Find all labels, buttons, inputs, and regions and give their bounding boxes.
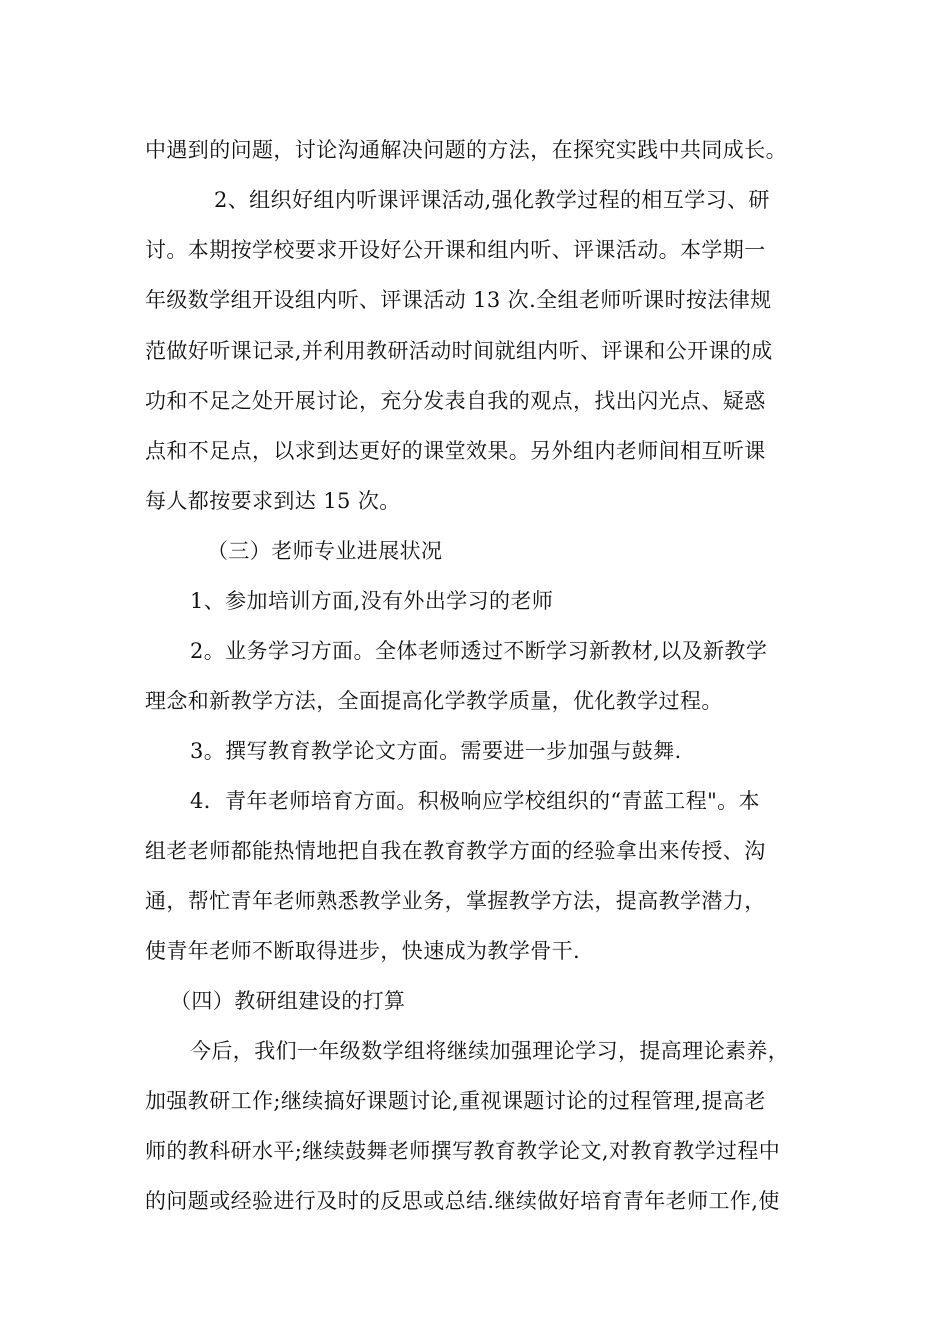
paragraph-line: 范做好听课记录,并利用教研活动时间就组内听、评课和公开课的成 <box>145 339 773 363</box>
paragraph-line: 功和不足之处开展讨论，充分发表自我的观点，找出闪光点、疑惑 <box>145 389 766 413</box>
paragraph-line: 点和不足点，以求到达更好的课堂效果。另外组内老师间相互听课 <box>145 439 766 463</box>
paragraph-line: 今后，我们一年级数学组将继续加强理论学习，提高理论素养， <box>190 1039 790 1063</box>
section-heading: （四）教研组建设的打算 <box>170 989 406 1013</box>
paragraph-line: 讨。本期按学校要求开设好公开课和组内听、评课活动。本学期一 <box>145 238 766 262</box>
paragraph-line: 每人都按要求到达 15 次。 <box>145 489 401 513</box>
paragraph-line: 4．青年老师培育方面。积极响应学校组织的“青蓝工程"。本 <box>190 789 760 813</box>
paragraph-line: 2、组织好组内听课评课活动,强化教学过程的相互学习、研 <box>214 188 770 212</box>
paragraph-line: 使青年老师不断取得进步，快速成为教学骨干. <box>145 939 581 963</box>
paragraph-line: 中遇到的问题，讨论沟通解决问题的方法，在探究实践中共同成长。 <box>145 138 787 162</box>
paragraph-line: 的问题或经验进行及时的反思或总结.继续做好培育青年老师工作,使 <box>145 1189 780 1213</box>
paragraph-line: 组老老师都能热情地把自我在教育教学方面的经验拿出来传授、沟 <box>145 839 766 863</box>
section-heading: （三）老师专业进展状况 <box>207 539 443 563</box>
paragraph-line: 理念和新教学方法，全面提高化学教学质量，优化教学过程。 <box>145 689 723 713</box>
paragraph-line: 加强教研工作;继续搞好课题讨论,重视课题讨论的过程管理,提高老 <box>145 1089 766 1113</box>
paragraph-line: 师的教科研水平;继续鼓舞老师撰写教育教学论文,对教育教学过程中 <box>145 1139 781 1163</box>
paragraph-line: 1、参加培训方面,没有外出学习的老师 <box>190 589 554 613</box>
paragraph-line: 3。撰写教育教学论文方面。需要进一步加强与鼓舞. <box>190 739 682 763</box>
paragraph-line: 年级数学组开设组内听、评课活动 13 次.全组老师听课时按法律规 <box>145 288 772 312</box>
paragraph-line: 2。业务学习方面。全体老师透过不断学习新教材,以及新教学 <box>190 639 768 663</box>
paragraph-line: 通，帮忙青年老师熟悉教学业务，掌握教学方法，提高教学潜力， <box>145 889 766 913</box>
